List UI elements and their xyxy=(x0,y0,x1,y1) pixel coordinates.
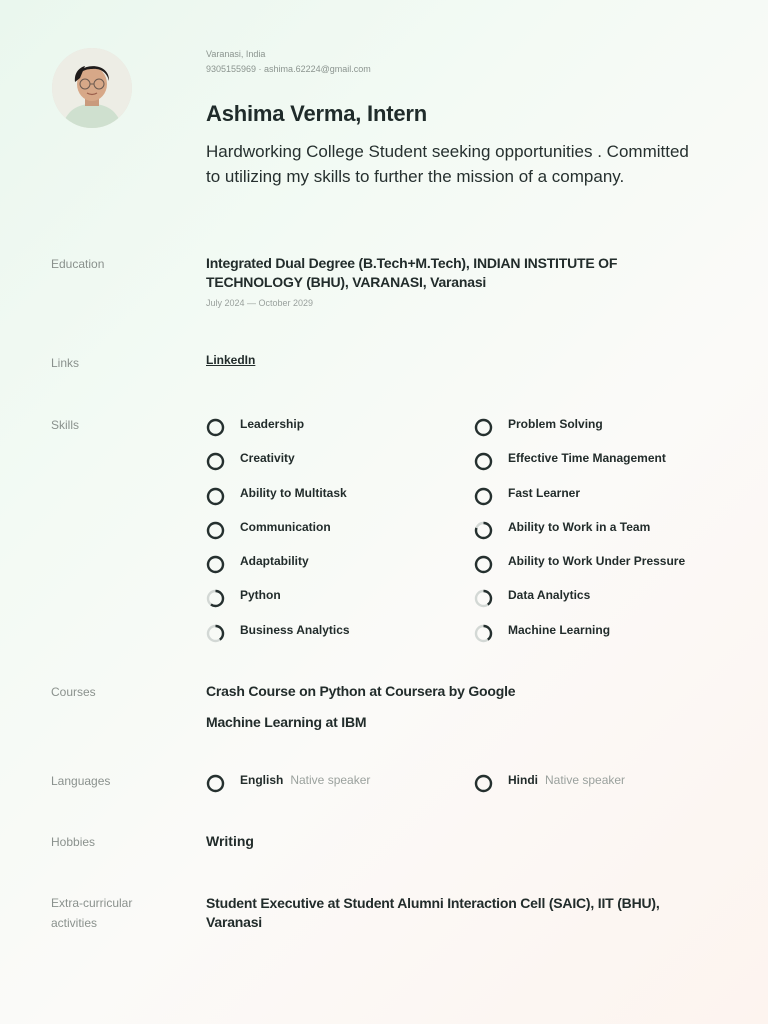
education-label: Education xyxy=(51,257,105,271)
extracurricular-label-line: activities xyxy=(51,916,98,930)
location: Varanasi, India xyxy=(206,49,266,59)
contact-line[interactable]: 9305155969 · ashima.62224@gmail.com xyxy=(206,64,371,74)
skills-label: Skills xyxy=(51,418,80,432)
skill-level-ring-icon xyxy=(206,624,225,643)
candidate-name: Ashima Verma, Intern xyxy=(206,101,427,126)
skill-item xyxy=(206,553,466,587)
skill-name: Adaptability xyxy=(240,554,309,569)
skill-name: Ability to Work in a Team xyxy=(508,519,651,534)
courses-label: Courses xyxy=(51,685,96,699)
hobbies-label: Hobbies xyxy=(51,835,96,849)
skill-level-ring-icon xyxy=(474,589,493,608)
skills-left-column xyxy=(206,416,466,656)
skill-level-ring-icon xyxy=(474,624,493,643)
skill-level-ring-icon xyxy=(474,418,493,437)
extracurricular-label xyxy=(51,893,132,933)
education-dates: July 2024 — October 2029 xyxy=(206,298,314,308)
skill-level-ring-icon xyxy=(206,452,225,471)
contact-info xyxy=(206,47,371,77)
skill-item xyxy=(474,519,734,553)
skill-level-ring-icon xyxy=(206,589,225,608)
linkedin-link[interactable]: LinkedIn xyxy=(206,353,256,367)
skill-level-ring-icon xyxy=(206,521,225,540)
skill-item xyxy=(474,587,734,621)
education-title: Integrated Dual Degree (B.Tech+M.Tech), INDIAN INSTITUTE OF TECHNOLOGY (BHU), VARANASI, Varanasi xyxy=(206,255,618,290)
skill-item xyxy=(474,485,734,519)
skill-name: Python xyxy=(240,588,281,603)
language-name: English xyxy=(240,773,284,787)
skill-name: Problem Solving xyxy=(508,417,603,431)
summary: Hardworking College Student seeking opportunities . Committed to utilizing my skills to further the mission of a company. xyxy=(206,142,689,186)
skill-item xyxy=(206,450,466,484)
skill-item xyxy=(474,416,734,450)
language-name: Hindi xyxy=(508,773,538,787)
extracurricular-label-line: Extra-curricular xyxy=(51,896,133,910)
language-level: Native speaker xyxy=(290,773,371,787)
language-level: Native speaker xyxy=(545,773,626,787)
skill-item xyxy=(474,622,734,656)
skill-name: Ability to Multitask xyxy=(240,485,347,500)
proficiency-ring-icon xyxy=(474,774,493,793)
course-item: Crash Course on Python at Coursera by Google xyxy=(206,683,516,699)
language-english xyxy=(206,772,370,793)
skill-level-ring-icon xyxy=(206,487,225,506)
extracurricular-item: Student Executive at Student Alumni Interaction Cell (SAIC), IIT (BHU), Varanasi xyxy=(206,895,660,930)
skill-name: Creativity xyxy=(240,451,295,466)
skill-level-ring-icon xyxy=(206,555,225,574)
avatar xyxy=(52,48,132,128)
skill-level-ring-icon xyxy=(474,487,493,506)
hobby-item: Writing xyxy=(206,833,254,849)
skill-item xyxy=(206,587,466,621)
skill-name: Fast Learner xyxy=(508,485,581,500)
skill-level-ring-icon xyxy=(206,418,225,437)
language-hindi xyxy=(474,772,625,793)
links-label: Links xyxy=(51,356,80,370)
skill-level-ring-icon xyxy=(474,521,493,540)
skill-item xyxy=(206,416,466,450)
skill-item xyxy=(206,485,466,519)
skill-name: Ability to Work Under Pressure xyxy=(508,554,686,569)
skill-item xyxy=(206,622,466,656)
proficiency-ring-icon xyxy=(206,774,225,793)
skill-level-ring-icon xyxy=(474,452,493,471)
skill-level-ring-icon xyxy=(474,555,493,574)
skill-name: Communication xyxy=(240,519,331,534)
skill-item xyxy=(474,450,734,484)
skill-name: Effective Time Management xyxy=(508,451,666,466)
skill-name: Leadership xyxy=(240,417,305,431)
skills-right-column xyxy=(474,416,734,656)
course-item: Machine Learning at IBM xyxy=(206,714,367,730)
avatar-portrait xyxy=(52,48,132,128)
skill-name: Business Analytics xyxy=(240,622,350,637)
skill-item xyxy=(206,519,466,553)
languages-label: Languages xyxy=(51,774,111,788)
skill-name: Machine Learning xyxy=(508,622,611,637)
skill-name: Data Analytics xyxy=(508,588,591,603)
skill-item xyxy=(474,553,734,587)
